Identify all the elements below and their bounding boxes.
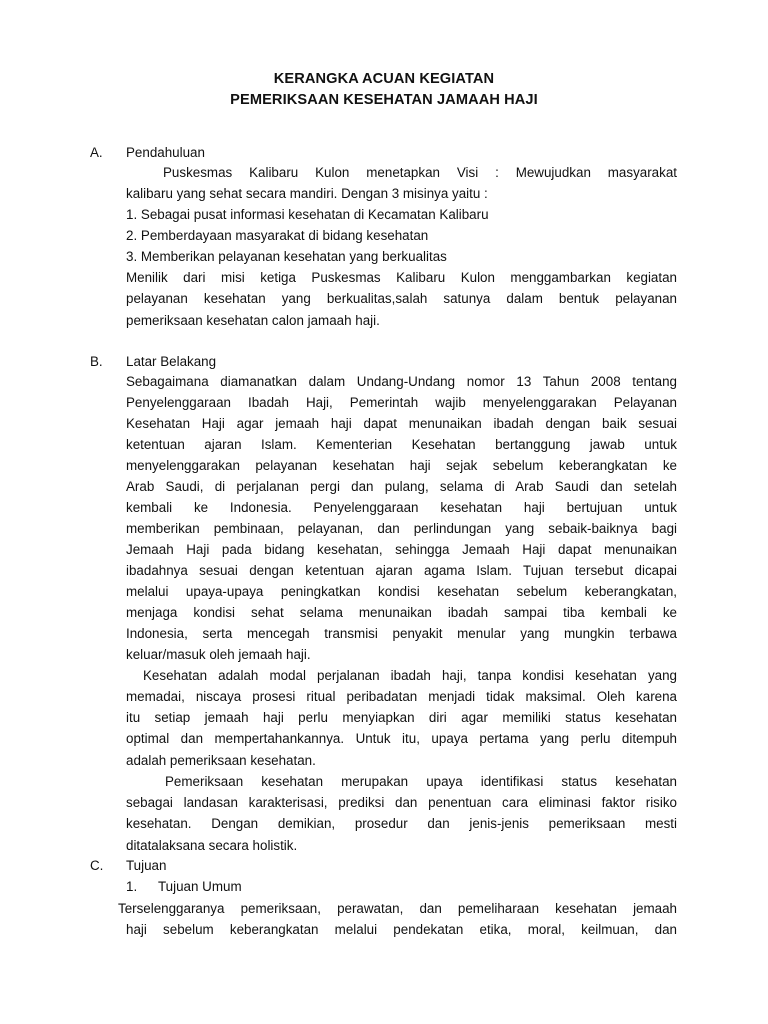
section-b-line: Sebagaimana diamanatkan dalam Undang-Undang nomor 13 Tahun 2008 tentang bbox=[126, 374, 677, 389]
section-a-line: 1. Sebagai pusat informasi kesehatan di Kecamatan Kalibaru bbox=[126, 207, 489, 222]
document-subtitle: PEMERIKSAAN KESEHATAN JAMAAH HAJI bbox=[230, 92, 538, 108]
section-c-title: Tujuan bbox=[126, 858, 167, 873]
document-title: KERANGKA ACUAN KEGIATAN bbox=[273, 71, 495, 87]
section-b-line: ditatalaksana secara holistik. bbox=[126, 838, 298, 853]
section-b-line: melalui upaya-upaya peningkatkan kondisi kesehatan sebelum keberangkatan, bbox=[126, 584, 677, 599]
section-b-line: itu setiap jemaah haji perlu menyiapkan diri agar memiliki status kesehatan bbox=[126, 710, 677, 725]
section-b-line: sebagai landasan karakterisasi, prediksi dan penentuan cara eliminasi faktor risiko bbox=[126, 795, 677, 810]
subsection-title: Tujuan Umum bbox=[158, 879, 242, 894]
section-b-line: ibadahnya sesuai dengan ketentuan ajaran agama Islam. Tujuan tersebut dicapai bbox=[126, 563, 677, 578]
section-b-line: ketentuan ajaran Islam. Kementerian Kesehatan bertanggung jawab untuk bbox=[126, 437, 677, 452]
section-a-line: Menilik dari misi ketiga Puskesmas Kalibaru Kulon menggambarkan kegiatan bbox=[126, 270, 677, 285]
section-b-line: memberikan pembinaan, pelayanan, dan perlindungan yang sebaik-baiknya bagi bbox=[126, 521, 677, 536]
section-b-line: Kesehatan Haji agar jemaah haji dapat menunaikan ibadah dengan baik sesuai bbox=[126, 416, 677, 431]
section-a-line: 3. Memberikan pelayanan kesehatan yang berkualitas bbox=[126, 249, 447, 264]
section-b-line: menyelenggarakan pelayanan kesehatan haji sejak sebelum keberangkatan ke bbox=[126, 458, 677, 473]
section-b-line: Pemeriksaan kesehatan merupakan upaya identifikasi status kesehatan bbox=[165, 774, 677, 789]
section-b-line: memadai, niscaya prosesi ritual peribadatan menjadi tidak maksimal. Oleh karena bbox=[126, 689, 677, 704]
section-b-line: Arab Saudi, di perjalanan pergi dan pulang, selama di Arab Saudi dan setelah bbox=[126, 479, 677, 494]
section-a-line: kalibaru yang sehat secara mandiri. Dengan 3 misinya yaitu : bbox=[126, 186, 488, 201]
section-b-line: kembali ke Indonesia. Penyelenggaraan kesehatan haji bertujuan untuk bbox=[126, 500, 677, 515]
section-c-letter: C. bbox=[90, 858, 104, 873]
section-b-letter: B. bbox=[90, 354, 103, 369]
section-b-line: adalah pemeriksaan kesehatan. bbox=[126, 753, 316, 768]
section-b-line: menjaga kondisi sehat selama menunaikan ibadah sampai tiba kembali ke bbox=[126, 605, 677, 620]
subsection-number: 1. bbox=[126, 879, 138, 894]
section-a-line: pemeriksaan kesehatan calon jamaah haji. bbox=[126, 313, 380, 328]
section-b-line: Indonesia, serta mencegah transmisi penyakit menular yang mungkin terbawa bbox=[126, 626, 677, 641]
section-c-line: haji sebelum keberangkatan melalui pendekatan etika, moral, keilmuan, dan bbox=[126, 922, 677, 937]
section-b-line: keluar/masuk oleh jemaah haji. bbox=[126, 647, 311, 662]
section-b-line: kesehatan. Dengan demikian, prosedur dan jenis-jenis pemeriksaan mesti bbox=[126, 816, 677, 831]
section-a-line: 2. Pemberdayaan masyarakat di bidang kesehatan bbox=[126, 228, 429, 243]
section-b-line: Jemaah Haji pada bidang kesehatan, sehingga Jemaah Haji dapat menunaikan bbox=[126, 542, 677, 557]
section-b-line: Kesehatan adalah modal perjalanan ibadah haji, tanpa kondisi kesehatan yang bbox=[143, 668, 677, 683]
section-a-letter: A. bbox=[90, 145, 103, 160]
section-c-line: Terselenggaranya pemeriksaan, perawatan, dan pemeliharaan kesehatan jemaah bbox=[118, 901, 677, 916]
section-b-line: optimal dan mempertahankannya. Untuk itu, upaya pertama yang perlu ditempuh bbox=[126, 731, 677, 746]
section-a-line: pelayanan kesehatan yang berkualitas,salah satunya dalam bentuk pelayanan bbox=[126, 291, 677, 306]
section-a-title: Pendahuluan bbox=[126, 145, 205, 160]
section-b-title: Latar Belakang bbox=[126, 354, 217, 369]
section-b-line: Penyelenggaraan Ibadah Haji, Pemerintah wajib menyelenggarakan Pelayanan bbox=[126, 395, 677, 410]
section-a-line: Puskesmas Kalibaru Kulon menetapkan Visi : Mewujudkan masyarakat bbox=[163, 165, 677, 180]
